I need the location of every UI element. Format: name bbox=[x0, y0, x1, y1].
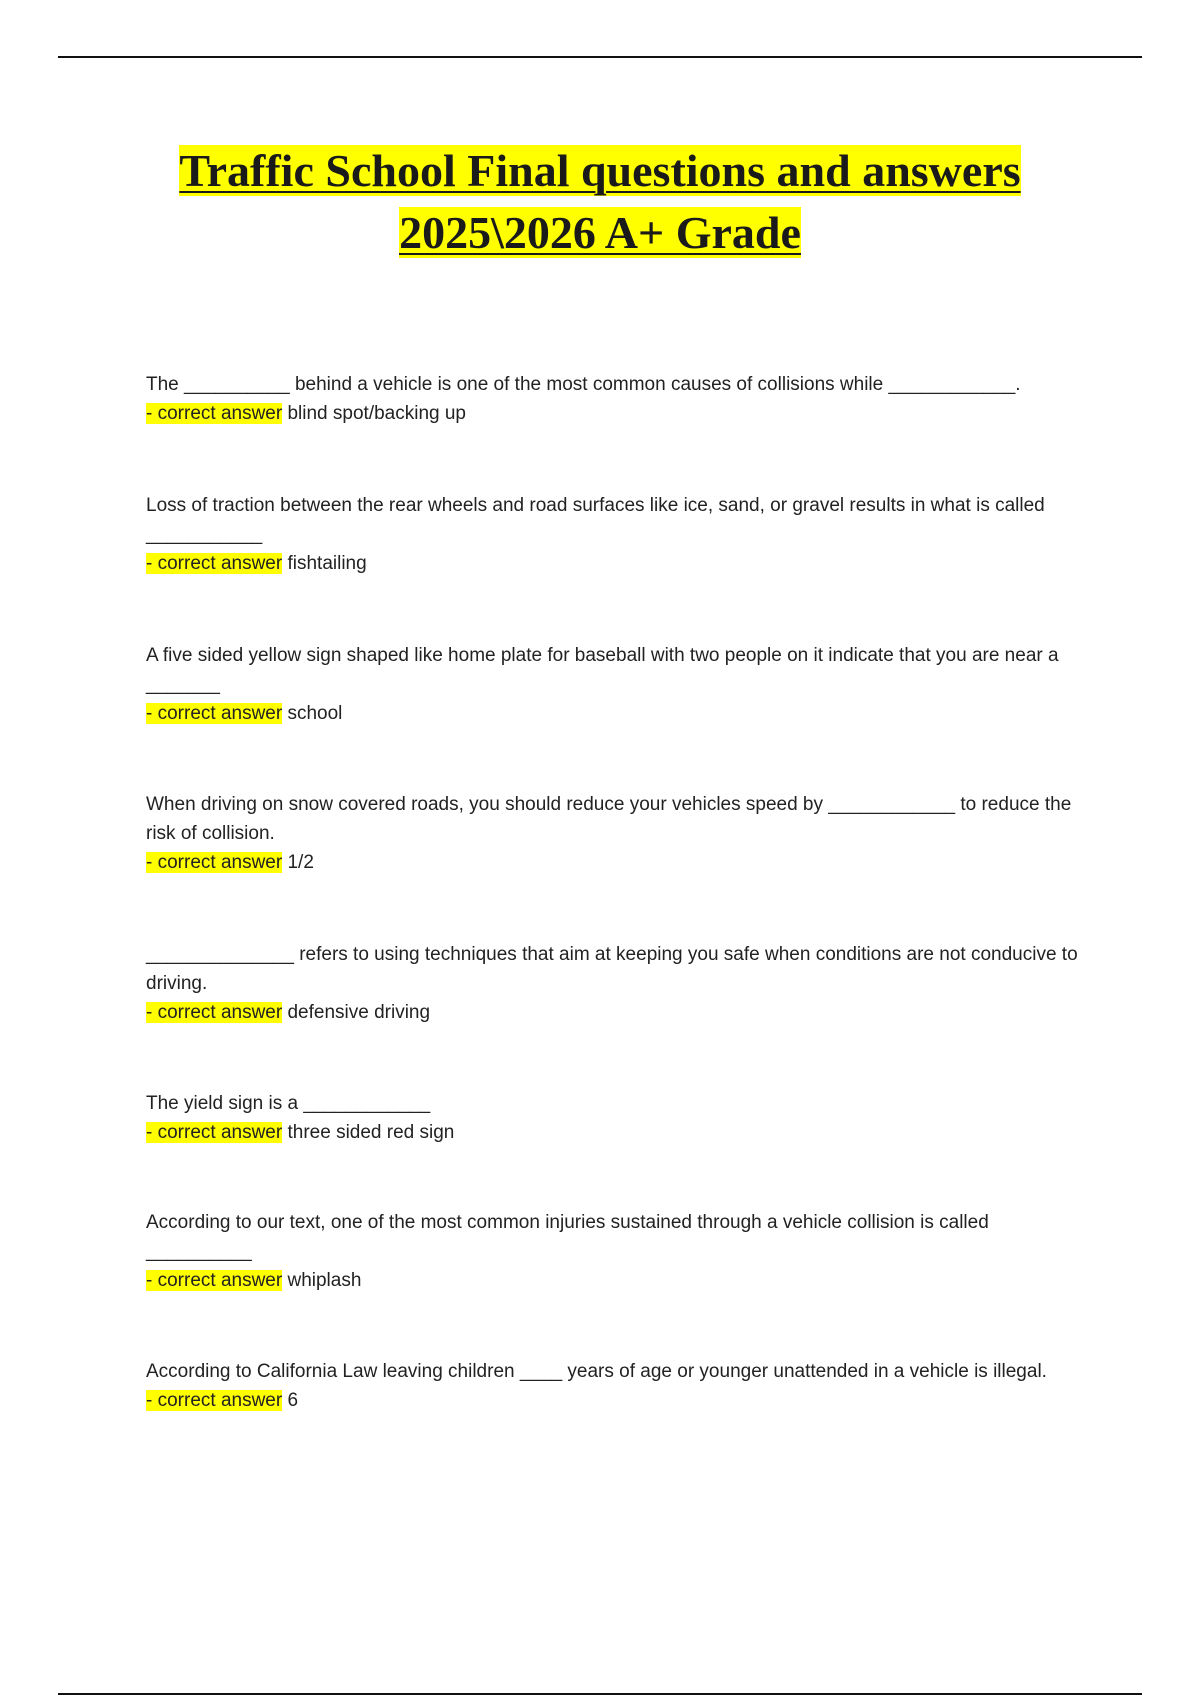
answer-label: - correct answer bbox=[146, 1270, 283, 1291]
title-line-1: Traffic School Final questions and answers bbox=[179, 145, 1021, 196]
question-text: A five sided yellow sign shaped like home plate for baseball with two people on it indicate that you are near a _______ bbox=[146, 645, 1059, 695]
answer-label: - correct answer bbox=[146, 553, 283, 574]
question-text: ______________ refers to using techniques that aim at keeping you safe when conditions are not conducive to driving. bbox=[146, 944, 1078, 994]
answer-label: - correct answer bbox=[146, 703, 283, 724]
qa-item bbox=[146, 370, 1096, 428]
qa-item bbox=[146, 491, 1096, 578]
answer-text: whiplash bbox=[287, 1270, 362, 1291]
answer-label: - correct answer bbox=[146, 1122, 283, 1143]
answer-line bbox=[146, 1118, 1096, 1147]
answer-label: - correct answer bbox=[146, 403, 283, 424]
answer-line bbox=[146, 1386, 1096, 1415]
answer-line bbox=[146, 1266, 1096, 1295]
qa-item bbox=[146, 1089, 1096, 1147]
question-text: According to California Law leaving children ____ years of age or younger unattended in a vehicle is illegal. bbox=[146, 1361, 1047, 1382]
answer-line bbox=[146, 549, 1096, 578]
qa-item bbox=[146, 790, 1096, 877]
answer-text: 6 bbox=[287, 1390, 299, 1411]
answer-line bbox=[146, 998, 1096, 1027]
qa-item bbox=[146, 641, 1096, 728]
answer-text: school bbox=[287, 703, 343, 724]
answer-text: 1/2 bbox=[287, 852, 314, 873]
qa-item bbox=[146, 940, 1096, 1027]
qa-item bbox=[146, 1208, 1096, 1295]
question-text: The yield sign is a ____________ bbox=[146, 1093, 431, 1114]
bottom-rule bbox=[58, 1693, 1142, 1695]
answer-text: fishtailing bbox=[287, 553, 367, 574]
question-text: The __________ behind a vehicle is one of the most common causes of collisions while ____________. bbox=[146, 374, 1021, 395]
question-text: When driving on snow covered roads, you should reduce your vehicles speed by ____________ to reduce the risk of collision. bbox=[146, 794, 1072, 844]
answer-line bbox=[146, 399, 1096, 428]
answer-line bbox=[146, 848, 1096, 877]
qa-item bbox=[146, 1357, 1096, 1415]
question-text: Loss of traction between the rear wheels and road surfaces like ice, sand, or gravel results in what is called ___________ bbox=[146, 495, 1045, 545]
answer-label: - correct answer bbox=[146, 852, 283, 873]
title-line-2: 2025\2026 A+ Grade bbox=[399, 207, 801, 258]
answer-label: - correct answer bbox=[146, 1390, 283, 1411]
answer-label: - correct answer bbox=[146, 1002, 283, 1023]
answer-text: three sided red sign bbox=[287, 1122, 455, 1143]
question-text: According to our text, one of the most common injuries sustained through a vehicle collision is called __________ bbox=[146, 1212, 989, 1262]
answer-text: defensive driving bbox=[287, 1002, 431, 1023]
answer-line bbox=[146, 699, 1096, 728]
answer-text: blind spot/backing up bbox=[287, 403, 466, 424]
